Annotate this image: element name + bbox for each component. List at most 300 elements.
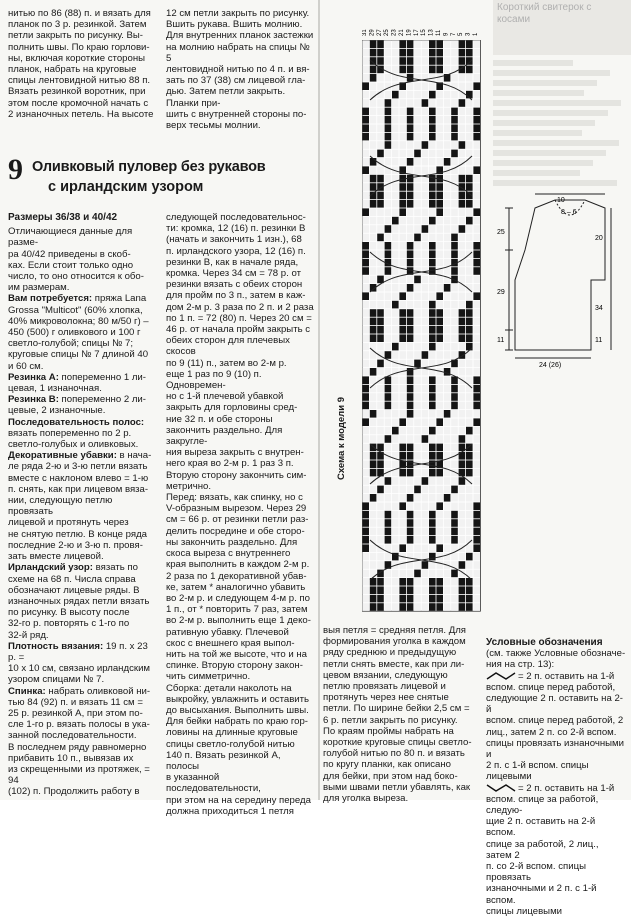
chart-cell	[444, 234, 451, 242]
chart-cell	[377, 217, 384, 225]
chart-cell	[377, 595, 384, 603]
chart-cell	[377, 334, 384, 342]
chart-cell	[414, 326, 421, 334]
chart-cell	[429, 150, 436, 158]
chart-cell	[459, 410, 466, 418]
chart-cell	[444, 217, 451, 225]
chart-cell	[451, 343, 458, 351]
chart-cell	[473, 368, 480, 376]
chart-cell	[414, 393, 421, 401]
chart-cell	[459, 292, 466, 300]
chart-cell	[385, 502, 392, 510]
chart-cell	[392, 192, 399, 200]
chart-cell	[444, 301, 451, 309]
chart-cell	[362, 318, 369, 326]
chart-cell	[429, 477, 436, 485]
chart-cell	[436, 486, 443, 494]
chart-cell	[370, 402, 377, 410]
chart-cell	[451, 318, 458, 326]
chart-cell	[377, 301, 384, 309]
legend-text: Условные обозначения	[486, 637, 603, 648]
chart-cell	[399, 544, 406, 552]
schematic-left-29: 29	[497, 289, 505, 296]
chart-cell	[451, 267, 458, 275]
chart-cell	[399, 242, 406, 250]
chart-cell	[362, 133, 369, 141]
chart-cell	[451, 402, 458, 410]
faded-line	[493, 120, 595, 126]
chart-cell	[422, 452, 429, 460]
chart-cell	[429, 435, 436, 443]
chart-cell	[459, 192, 466, 200]
section-lead: Декоративные убавки:	[8, 450, 117, 462]
chart-cell	[414, 208, 421, 216]
chart-cell	[429, 183, 436, 191]
text-line: для уголка выреза.	[323, 793, 409, 805]
chart-cell	[473, 74, 480, 82]
text-line: Плотность вязания: 19 п. х 23 р. =	[8, 640, 148, 663]
chart-cell	[459, 502, 466, 510]
chart-cell	[466, 40, 473, 48]
chart-cell	[466, 502, 473, 510]
chart-cell	[422, 57, 429, 65]
chart-cell	[407, 376, 414, 384]
chart-cell	[407, 502, 414, 510]
chart-cell	[399, 40, 406, 48]
chart-cell	[422, 250, 429, 258]
chart-cell	[407, 108, 414, 116]
chart-cell	[444, 427, 451, 435]
text-line: в указанной последовательности,	[166, 772, 261, 795]
chart-cell	[429, 418, 436, 426]
chart-cell	[473, 376, 480, 384]
chart-cell	[392, 124, 399, 132]
chart-cell	[362, 511, 369, 519]
chart-cell	[436, 234, 443, 242]
chart-cell	[392, 40, 399, 48]
chart-cell	[436, 200, 443, 208]
section-lead: Вам потребуется:	[8, 293, 93, 305]
text-line: голубой нитью по 80 п. и вязать	[323, 748, 465, 760]
chart-cell	[385, 343, 392, 351]
chart-cell	[362, 284, 369, 292]
section-lead: Последовательность полос:	[8, 416, 145, 428]
text-line: прибавить 10 п., вывязав их	[8, 752, 134, 764]
row-number: 11	[436, 29, 442, 36]
chart-cell	[473, 158, 480, 166]
chart-cell	[392, 234, 399, 242]
chart-cell	[407, 536, 414, 544]
text-line: края выполнить в каждом 2-м р.	[166, 559, 310, 571]
cable-left-symbol-icon	[486, 672, 516, 680]
chart-cell	[414, 494, 421, 502]
chart-cell	[385, 74, 392, 82]
chart-cell	[399, 234, 406, 242]
chart-cell	[385, 351, 392, 359]
text-line: зать по 37 (38) см лицевой гла-	[166, 75, 306, 87]
chart-cell	[444, 528, 451, 536]
chart-cell	[377, 502, 384, 510]
chart-cell	[370, 175, 377, 183]
text-line: число, то оно относится к обо-	[8, 271, 144, 283]
chart-cell	[459, 385, 466, 393]
chart-cell	[362, 435, 369, 443]
chart-cell	[414, 133, 421, 141]
chart-cell	[370, 318, 377, 326]
chart-cell	[392, 208, 399, 216]
chart-cell	[444, 200, 451, 208]
chart-cell	[451, 418, 458, 426]
chart-cell	[459, 40, 466, 48]
chart-cell	[377, 469, 384, 477]
chart-cell	[385, 284, 392, 292]
text-line: светло-голубых и оливковых.	[8, 439, 139, 451]
chart-cell	[466, 292, 473, 300]
chart-cell	[459, 528, 466, 536]
text-line: дом 2-м р. 3 раза по 2 п. и 2 раза	[166, 301, 314, 313]
chart-cell	[392, 66, 399, 74]
text-line	[486, 760, 626, 782]
chart-cell	[436, 418, 443, 426]
chart-cell	[362, 351, 369, 359]
chart-cell	[451, 435, 458, 443]
text-line: лентовидной нитью по 4 п. и вя-	[166, 64, 310, 76]
text-line: Вязать резинкой воротник, при	[8, 86, 146, 98]
section-lead: Спинка:	[8, 685, 46, 697]
chart-cell	[407, 343, 414, 351]
chart-cell	[392, 108, 399, 116]
chart-cell	[407, 595, 414, 603]
chart-cell	[444, 150, 451, 158]
chart-cell	[436, 603, 443, 611]
chart-cell	[414, 435, 421, 443]
chart-cell	[473, 477, 480, 485]
chart-cell	[466, 175, 473, 183]
chart-cell	[414, 57, 421, 65]
chart-cell	[392, 418, 399, 426]
legend-column	[486, 637, 626, 917]
text-line: по рисунку. В высоту после	[8, 607, 130, 619]
knitting-chart	[362, 40, 482, 615]
chart-cell	[399, 91, 406, 99]
chart-cell	[451, 477, 458, 485]
chart-cell	[399, 284, 406, 292]
chart-cell	[362, 309, 369, 317]
chart-cell	[370, 368, 377, 376]
chart-cell	[362, 292, 369, 300]
chart-cell	[377, 494, 384, 502]
text-line: метрично.	[166, 480, 211, 492]
chart-cell	[429, 108, 436, 116]
chart-cell	[407, 351, 414, 359]
chart-cell	[362, 124, 369, 132]
chart-cell	[362, 553, 369, 561]
chart-cell	[377, 225, 384, 233]
chart-cell	[473, 259, 480, 267]
chart-cell	[444, 376, 451, 384]
chart-cell	[422, 360, 429, 368]
chart-cell	[407, 326, 414, 334]
chart-cell	[362, 477, 369, 485]
chart-cell	[436, 385, 443, 393]
chart-cell	[370, 267, 377, 275]
chart-cell	[385, 595, 392, 603]
chart-cell	[466, 49, 473, 57]
chart-cell	[466, 368, 473, 376]
chart-cell	[385, 175, 392, 183]
chart-cell	[422, 309, 429, 317]
chart-cell	[377, 477, 384, 485]
chart-cell	[414, 477, 421, 485]
chart-cell	[473, 166, 480, 174]
text-line: лицевой и протянуть через	[8, 517, 129, 529]
chart-cell	[466, 334, 473, 342]
section-lead: Резинка В:	[8, 394, 59, 406]
chart-cell	[422, 578, 429, 586]
chart-cell	[429, 133, 436, 141]
chart-cell	[422, 561, 429, 569]
chart-cell	[414, 82, 421, 90]
chart-cell	[414, 603, 421, 611]
chart-cell	[414, 444, 421, 452]
text-column-3	[323, 625, 476, 804]
chart-cell	[362, 452, 369, 460]
chart-cell	[399, 259, 406, 267]
chart-cell	[385, 410, 392, 418]
chart-cell	[436, 124, 443, 132]
chart-cell	[459, 469, 466, 477]
chart-cell	[385, 108, 392, 116]
chart-cell	[444, 133, 451, 141]
chart-cell	[429, 528, 436, 536]
chart-cell	[459, 511, 466, 519]
text-line	[8, 417, 158, 428]
chart-cell	[370, 74, 377, 82]
chart-cell	[385, 208, 392, 216]
chart-cell	[399, 108, 406, 116]
chart-cell	[436, 452, 443, 460]
chart-cell	[444, 192, 451, 200]
chart-cell	[436, 427, 443, 435]
chart-cell	[422, 234, 429, 242]
chart-cell	[473, 234, 480, 242]
text-line: планок по 3 р. резинкой. Затем	[8, 19, 147, 31]
chart-cell	[466, 603, 473, 611]
chart-cell	[407, 242, 414, 250]
chart-cell	[436, 301, 443, 309]
chart-cell	[459, 141, 466, 149]
text-line: этом после кромочной начать с	[8, 97, 149, 109]
text-line: ны закончить раздельно. Для	[166, 536, 298, 548]
chart-cell	[436, 586, 443, 594]
chart-cell	[466, 595, 473, 603]
chart-cell	[407, 66, 414, 74]
chart-cell	[422, 49, 429, 57]
chart-cell	[370, 124, 377, 132]
text-line: вместе с наклоном влево = 1-ю	[8, 472, 149, 484]
faded-line	[493, 80, 597, 86]
chart-cell	[414, 469, 421, 477]
chart-cell	[362, 141, 369, 149]
text-line: во 2-м р. и следующем 4-м р. по	[166, 592, 310, 604]
text-line: 32-й ряд.	[8, 629, 49, 641]
chart-cell	[399, 276, 406, 284]
text-line: по 1 п. = 72 (80) п. Через 20 см =	[166, 312, 312, 324]
chart-cell	[451, 234, 458, 242]
chart-cell	[407, 99, 414, 107]
schematic-right-20: 20	[595, 235, 603, 242]
chart-cell	[444, 435, 451, 443]
chart-cell	[451, 208, 458, 216]
chart-cell	[362, 444, 369, 452]
chart-cell	[459, 57, 466, 65]
chart-cell	[422, 242, 429, 250]
chart-cell	[392, 225, 399, 233]
chart-cell	[392, 435, 399, 443]
chart-cell	[466, 200, 473, 208]
chart-cell	[459, 318, 466, 326]
chart-cell	[399, 141, 406, 149]
chart-cell	[399, 486, 406, 494]
chart-cell	[399, 360, 406, 368]
chart-cell	[436, 376, 443, 384]
chart-cell	[436, 49, 443, 57]
chart-cell	[459, 124, 466, 132]
chart-cell	[362, 334, 369, 342]
chart-cell	[436, 108, 443, 116]
chart-cell	[377, 267, 384, 275]
chart-cell	[473, 586, 480, 594]
text-line: при этом на на середину переда	[166, 794, 311, 806]
chart-cell	[407, 393, 414, 401]
chart-cell	[377, 460, 384, 468]
chart-cell	[429, 444, 436, 452]
chart-cell	[370, 66, 377, 74]
chart-cell	[407, 435, 414, 443]
chart-cell	[451, 74, 458, 82]
chart-cell	[414, 225, 421, 233]
chart-cell	[414, 595, 421, 603]
chart-cell	[473, 208, 480, 216]
text-line: В последнем ряду равномерно	[8, 741, 147, 753]
chart-cell	[377, 536, 384, 544]
text-line: V-образным вырезом. Через 29	[166, 503, 307, 515]
chart-cell	[422, 108, 429, 116]
chart-cell	[422, 469, 429, 477]
chart-cell	[473, 91, 480, 99]
chart-cell	[407, 444, 414, 452]
text-line: ративную убавку. Плечевой	[166, 626, 289, 638]
chart-cell	[399, 192, 406, 200]
chart-cell	[362, 494, 369, 502]
column-divider	[318, 0, 320, 800]
chart-cell	[399, 225, 406, 233]
chart-cell	[392, 536, 399, 544]
chart-cell	[385, 603, 392, 611]
chart-cell	[459, 427, 466, 435]
chart-cell	[429, 318, 436, 326]
chart-cell	[392, 133, 399, 141]
chart-cell	[466, 519, 473, 527]
chart-cell	[362, 267, 369, 275]
row-number: 3	[465, 32, 472, 36]
chart-cell	[414, 158, 421, 166]
chart-cell	[459, 519, 466, 527]
chart-cell	[362, 259, 369, 267]
chart-cell	[459, 460, 466, 468]
text-line: 32-го р. повторять с 1-го по	[8, 618, 130, 630]
chart-cell	[422, 334, 429, 342]
chart-cell	[392, 292, 399, 300]
chart-cell	[399, 200, 406, 208]
chart-cell	[436, 276, 443, 284]
chart-cell	[429, 250, 436, 258]
chart-cell	[459, 586, 466, 594]
chart-cell	[385, 326, 392, 334]
chart-cell	[362, 276, 369, 284]
chart-cell	[362, 519, 369, 527]
chart-cell	[444, 124, 451, 132]
chart-cell	[429, 511, 436, 519]
legend-text: 2 п. с 1-й вспом. спицы лицевыми	[486, 760, 589, 783]
chart-cell	[392, 91, 399, 99]
chart-cell	[451, 570, 458, 578]
chart-cell	[407, 494, 414, 502]
chart-cell	[377, 200, 384, 208]
chart-cell	[370, 141, 377, 149]
chart-cell	[451, 595, 458, 603]
chart-cell	[422, 183, 429, 191]
chart-cell	[362, 192, 369, 200]
chart-cell	[392, 326, 399, 334]
chart-cell	[407, 477, 414, 485]
chart-cell	[399, 292, 406, 300]
chart-cell	[407, 292, 414, 300]
chart-cell	[451, 528, 458, 536]
chart-cell	[370, 553, 377, 561]
chart-cell	[459, 603, 466, 611]
chart-cell	[429, 334, 436, 342]
chart-cell	[377, 208, 384, 216]
chart-cell	[392, 217, 399, 225]
chart-cell	[377, 166, 384, 174]
chart-cell	[377, 40, 384, 48]
chart-cell	[451, 393, 458, 401]
chart-cell	[422, 40, 429, 48]
chart-cell	[414, 343, 421, 351]
chart-cell	[444, 586, 451, 594]
text-line: ра 40/42 приведены в скоб-	[8, 248, 131, 260]
chart-cell	[459, 217, 466, 225]
row-number: 9	[443, 32, 450, 36]
chart-cell	[466, 217, 473, 225]
chart-cell	[459, 175, 466, 183]
chart-cell	[473, 250, 480, 258]
chart-cell	[444, 116, 451, 124]
section-lead: Резинка А:	[8, 371, 59, 383]
chart-cell	[407, 250, 414, 258]
chart-cell	[436, 217, 443, 225]
text-line: тью 84 (92) п. и вязать 11 см =	[8, 696, 143, 708]
chart-cell	[414, 49, 421, 57]
text-line: п. снять, как при лицевом вяза-	[8, 483, 149, 495]
chart-cell	[407, 208, 414, 216]
chart-cell	[362, 183, 369, 191]
chart-cell	[429, 502, 436, 510]
chart-cell	[473, 150, 480, 158]
chart-cell	[370, 225, 377, 233]
chart-cell	[362, 40, 369, 48]
